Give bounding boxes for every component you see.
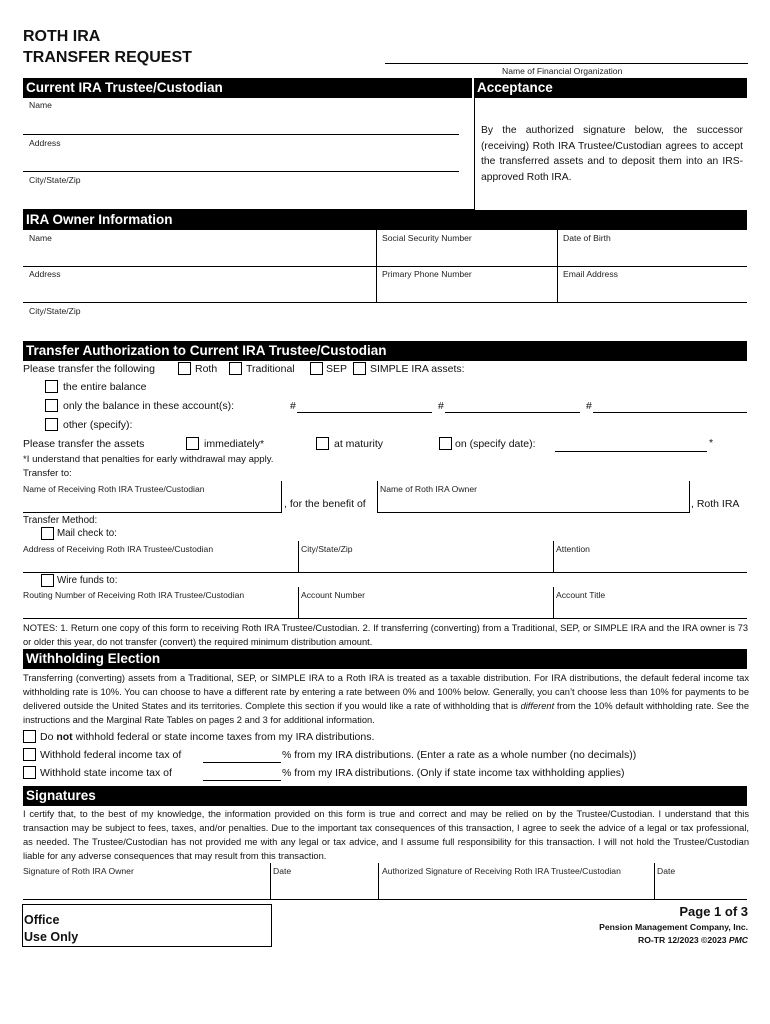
date-asterisk: * [709, 437, 714, 449]
transfer-method-label: Transfer Method: [23, 515, 98, 526]
transfer-to-label: Transfer to: [23, 468, 72, 479]
federal-rate-field[interactable] [203, 762, 281, 763]
roth-label: Roth [195, 363, 218, 375]
traditional-label: Traditional [246, 363, 295, 375]
fin-org-line[interactable] [385, 63, 748, 64]
withholding-text-main: Transferring (converting) assets from a Traditional, SEP, or SIMPLE IRA to a Roth IRA is treated as a taxable distribution. For IRA distributions, the default federal income tax withholding rate is 10%. You can choose to have a different rate by entering a rate between 0% and 100% below. Generally, you can’t choose less than 10% for payments to be delivered outside the United States and its territories. Complete this section if you would like a rate of withholding that is [23, 673, 749, 711]
wire-info-field[interactable] [23, 618, 747, 619]
roth-owner-name-field[interactable] [377, 512, 690, 513]
immediately-label: immediately* [204, 438, 265, 450]
sig-divider-1 [270, 863, 271, 900]
fin-org-label: Name of Financial Organization [502, 66, 623, 76]
form-code-em: PMC [728, 935, 748, 945]
acceptance-divider [474, 98, 475, 209]
federal-withhold-suffix: % from my IRA distributions. (Enter a rate as a whole number (no decimals)) [282, 749, 637, 761]
on-date-label: on (specify date): [455, 438, 536, 450]
page-number: Page 1 of 3 [679, 904, 748, 919]
on-date-checkbox[interactable] [439, 437, 452, 450]
owner-email-label: Email Address [563, 269, 618, 279]
other-checkbox[interactable] [45, 418, 58, 431]
receiving-name-label: Name of Receiving Roth IRA Trustee/Custodian [23, 484, 205, 494]
section-current-custodian: Current IRA Trustee/Custodian [23, 78, 472, 98]
no-withhold-pre: Do [40, 731, 57, 743]
account-hash-2: # [438, 400, 444, 412]
auth-signature-label: Authorized Signature of Receiving Roth IRA Trustee/Custodian [382, 866, 621, 876]
sep-checkbox[interactable] [310, 362, 323, 375]
custodian-address-field[interactable] [23, 171, 459, 172]
mail-city-label: City/State/Zip [301, 544, 353, 554]
account-number-label: Account Number [301, 590, 366, 600]
account-1-field[interactable] [297, 412, 432, 413]
account-3-field[interactable] [593, 412, 747, 413]
owner-signature-label: Signature of Roth IRA Owner [23, 866, 134, 876]
no-withhold-label [40, 731, 374, 743]
owner-name-label: Name [29, 233, 52, 243]
company-name: Pension Management Company, Inc. [599, 922, 748, 932]
owner-city-label: City/State/Zip [29, 306, 81, 316]
section-transfer-auth: Transfer Authorization to Current IRA Trustee/Custodian [23, 341, 747, 361]
wire-funds-label: Wire funds to: [57, 575, 118, 586]
signature-line[interactable] [23, 899, 747, 900]
transfer-following-label: Please transfer the following [23, 363, 155, 375]
sig-divider-2 [378, 863, 379, 900]
mail-check-label: Mail check to: [57, 528, 117, 539]
owner-date-label: Date [273, 866, 292, 876]
other-label: other (specify): [63, 419, 133, 431]
entire-balance-label: the entire balance [63, 381, 147, 393]
assets-when-label: Please transfer the assets [23, 438, 145, 450]
wire-funds-checkbox[interactable] [41, 574, 54, 587]
owner-address-label: Address [29, 269, 61, 279]
for-benefit-label: , for the benefit of [284, 498, 366, 510]
roth-ira-suffix: , Roth IRA [691, 498, 740, 510]
acceptance-text: By the authorized signature below, the successor (receiving) Roth IRA Trustee/Custodian agrees to accept the transferred assets and to deposit them into an IRS-approved Roth IRA. [481, 125, 743, 183]
owner-ssn-label: Social Security Number [382, 233, 472, 243]
owner-name-divider-right [689, 481, 690, 513]
state-withhold-checkbox[interactable] [23, 766, 36, 779]
attention-label: Attention [556, 544, 590, 554]
routing-number-label: Routing Number of Receiving Roth IRA Trustee/Custodian [23, 590, 245, 600]
wire-divider-1 [298, 587, 299, 619]
no-withhold-checkbox[interactable] [23, 730, 36, 743]
simple-checkbox[interactable] [353, 362, 366, 375]
receiving-name-divider [281, 481, 282, 513]
state-withhold-suffix: % from my IRA distributions. (Only if state income tax withholding applies) [282, 767, 625, 779]
account-2-field[interactable] [445, 412, 580, 413]
federal-withhold-checkbox[interactable] [23, 748, 36, 761]
entire-balance-checkbox[interactable] [45, 380, 58, 393]
sig-divider-3 [654, 863, 655, 900]
roth-checkbox[interactable] [178, 362, 191, 375]
section-signatures: Signatures [23, 786, 747, 806]
owner-name-divider-left [377, 481, 378, 513]
certification-text: I certify that, to the best of my knowledge, the information provided on this form is true and correct and may be relied on by the Trustee/Custodian. I understand that this transaction may be subject to fees, taxes, and/or penalties. Due to the important tax consequences of this transaction, I agree to seek the advice of a legal or tax professional, as needed. The Trustee/Custodian has not provided me with any legal or tax advice, and I assume full responsibility for this transaction. I will not hold the Trustee/Custodian liable for any adverse consequences that may result from this transaction. [23, 809, 749, 861]
no-withhold-post: withhold federal or state income taxes from my IRA distributions. [72, 731, 375, 743]
mail-address-field[interactable] [23, 572, 747, 573]
office-line-1: Office [24, 913, 60, 927]
section-withholding: Withholding Election [23, 649, 747, 669]
mail-divider-1 [298, 541, 299, 573]
sep-label: SEP [326, 363, 348, 375]
only-balance-label: only the balance in these account(s): [63, 400, 235, 412]
transfer-notes: NOTES: 1. Return one copy of this form to receiving Roth IRA Trustee/Custodian. 2. If transferring (converting) from a Traditional, SEP, or SIMPLE IRA and the IRA owner is 73 or older this year, do not transfer (convert) the required minimum distribution amount. [23, 623, 748, 647]
section-owner-info: IRA Owner Information [23, 210, 747, 230]
federal-withhold-label: Withhold federal income tax of [40, 749, 182, 761]
custodian-name-field[interactable] [23, 134, 459, 135]
custodian-name-label: Name [29, 100, 52, 110]
state-withhold-label: Withhold state income tax of [40, 767, 172, 779]
account-hash-3: # [586, 400, 592, 412]
roth-owner-name-label: Name of Roth IRA Owner [380, 484, 477, 494]
custodian-city-label: City/State/Zip [29, 175, 81, 185]
withholding-text [23, 671, 749, 727]
withholding-text-em: different [520, 701, 555, 711]
only-balance-checkbox[interactable] [45, 399, 58, 412]
title-line-1: ROTH IRA [23, 28, 101, 45]
custodian-address-label: Address [29, 138, 61, 148]
state-rate-field[interactable] [203, 780, 281, 781]
auth-date-label: Date [657, 866, 676, 876]
title-line-2: TRANSFER REQUEST [23, 49, 192, 66]
owner-row-1-field[interactable] [23, 266, 747, 267]
mail-divider-2 [553, 541, 554, 573]
traditional-checkbox[interactable] [229, 362, 242, 375]
owner-phone-label: Primary Phone Number [382, 269, 472, 279]
account-hash-1: # [290, 400, 296, 412]
mail-check-checkbox[interactable] [41, 527, 54, 540]
wire-divider-2 [553, 587, 554, 619]
owner-row-2-field[interactable] [23, 302, 747, 303]
form-title [23, 26, 192, 68]
office-line-2: Use Only [24, 930, 79, 944]
receiving-address-label: Address of Receiving Roth IRA Trustee/Custodian [23, 544, 214, 554]
simple-label: SIMPLE IRA assets: [370, 363, 465, 375]
office-use-label [24, 912, 78, 946]
at-maturity-checkbox[interactable] [316, 437, 329, 450]
withholding-text-end: from the 10% default withholding rate. See the instructions and the Marginal Rate Tables on pages 2 and 3 for additional information. [23, 701, 749, 725]
penalty-note: *I understand that penalties for early withdrawal may apply. [23, 454, 274, 465]
form-code [638, 935, 748, 945]
receiving-name-field[interactable] [23, 512, 282, 513]
owner-dob-label: Date of Birth [563, 233, 611, 243]
transfer-date-field[interactable] [555, 451, 707, 452]
section-acceptance: Acceptance [474, 78, 747, 98]
account-title-label: Account Title [556, 590, 606, 600]
form-code-text: RO-TR 12/2023 ©2023 [638, 935, 729, 945]
no-withhold-bold: not [56, 731, 73, 743]
immediately-checkbox[interactable] [186, 437, 199, 450]
at-maturity-label: at maturity [334, 438, 384, 450]
